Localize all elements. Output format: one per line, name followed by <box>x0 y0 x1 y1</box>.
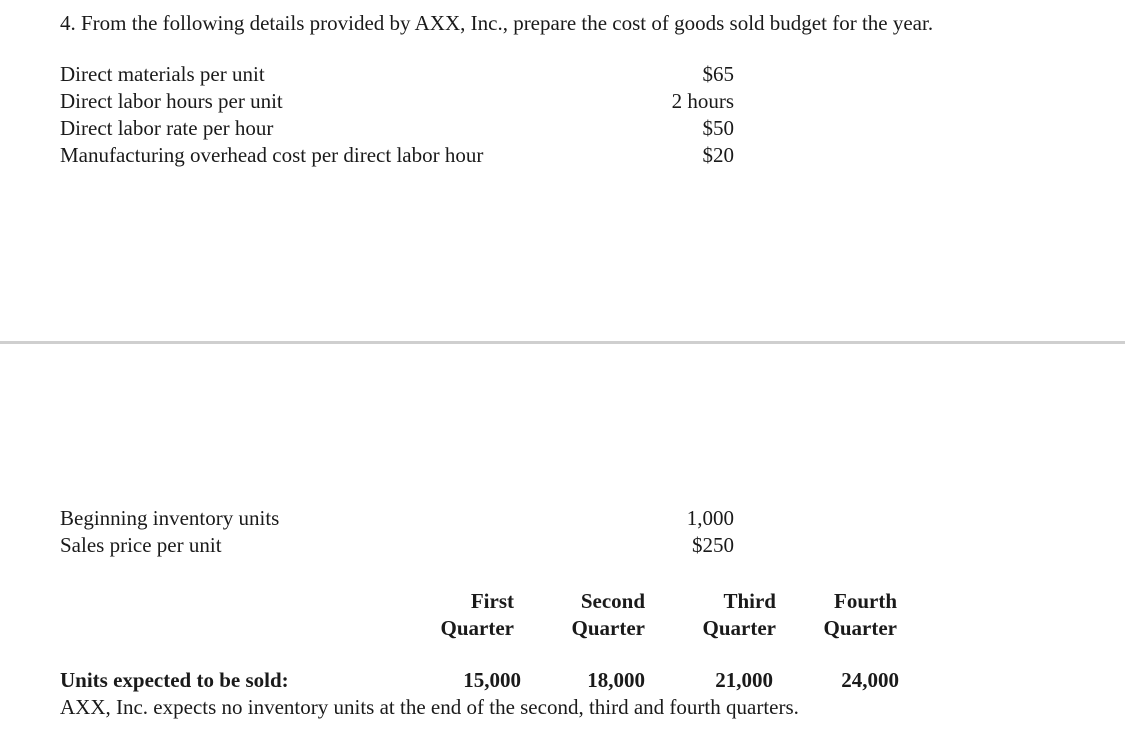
direct-labor-hours-value: 2 hours <box>671 89 734 113</box>
beginning-inventory-value: 1,000 <box>686 506 734 530</box>
direct-labor-hours-label: Direct labor hours per unit <box>60 89 283 113</box>
direct-labor-rate-value: $50 <box>702 116 734 140</box>
quarter-header-line1: First <box>470 589 514 613</box>
quarter-header-line2: Quarter <box>702 616 776 640</box>
beginning-inventory-label: Beginning inventory units <box>60 506 280 530</box>
quarter-header-line1: Third <box>723 589 776 613</box>
units-second-quarter: 18,000 <box>587 668 645 692</box>
quarter-header-first <box>441 588 514 642</box>
quarter-header-line2: Quarter <box>571 616 645 640</box>
quarter-header-line2: Quarter <box>823 616 897 640</box>
direct-materials-value: $65 <box>702 62 734 86</box>
units-expected-label: Units expected to be sold: <box>60 668 289 692</box>
quarter-header-fourth <box>824 588 897 642</box>
quarter-header-line2: Quarter <box>440 616 514 640</box>
quarter-header-third <box>703 588 776 642</box>
sales-price-label: Sales price per unit <box>60 533 222 557</box>
quarter-header-second <box>572 588 645 642</box>
units-first-quarter: 15,000 <box>463 668 521 692</box>
sales-price-value: $250 <box>692 533 734 557</box>
direct-labor-rate-label: Direct labor rate per hour <box>60 116 274 140</box>
quarter-header-line1: Fourth <box>834 589 897 613</box>
overhead-cost-label: Manufacturing overhead cost per direct labor hour <box>60 143 484 167</box>
question-text: 4. From the following details provided by AXX, Inc., prepare the cost of goods sold budget for the year. <box>60 11 934 35</box>
units-fourth-quarter: 24,000 <box>841 668 899 692</box>
units-third-quarter: 21,000 <box>715 668 773 692</box>
quarter-header-line1: Second <box>580 589 645 613</box>
overhead-cost-value: $20 <box>702 143 734 167</box>
inventory-note: AXX, Inc. expects no inventory units at the end of the second, third and fourth quarters. <box>60 695 799 719</box>
section-divider <box>0 341 1125 344</box>
direct-materials-label: Direct materials per unit <box>60 62 265 86</box>
